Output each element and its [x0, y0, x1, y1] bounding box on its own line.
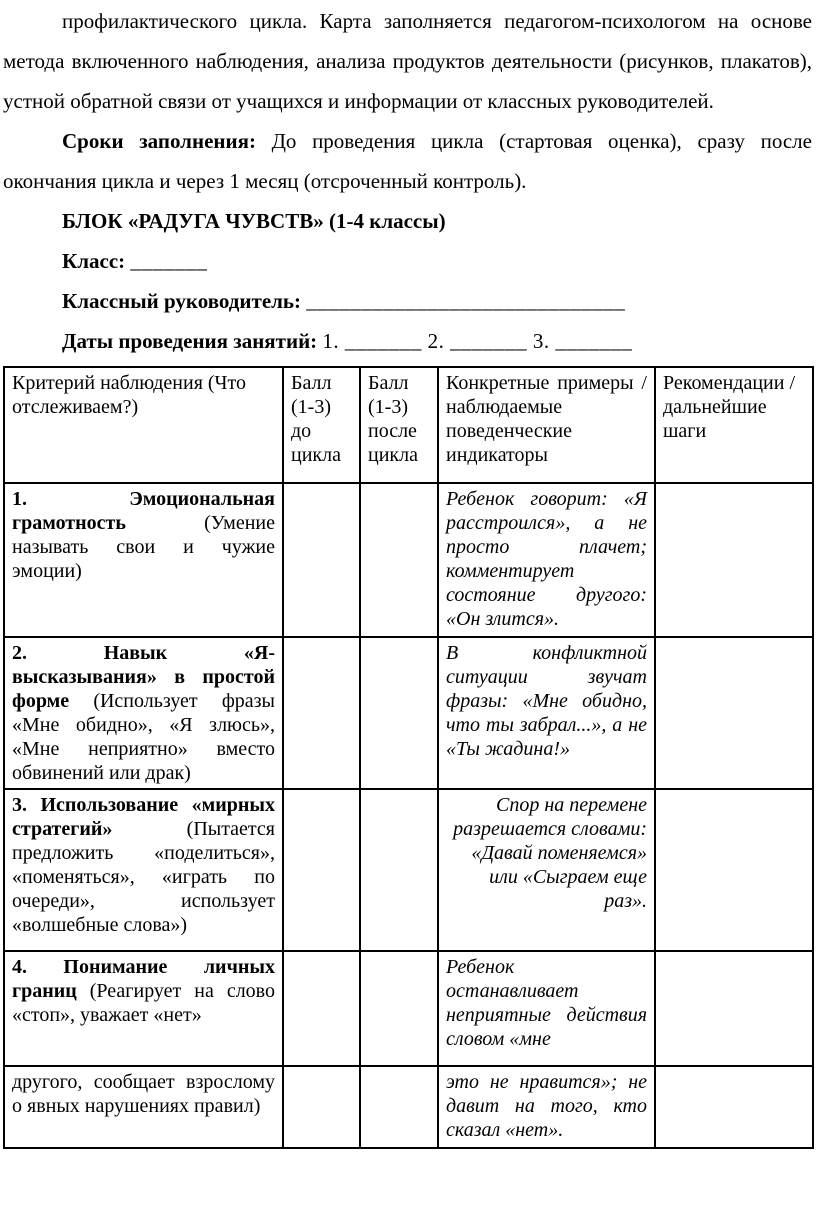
- score-after-cell[interactable]: [360, 483, 438, 637]
- example-cell: В конфликтной ситуации звучат фразы: «Мне обидно, что ты забрал...», а не «Ты жадина!»: [438, 637, 655, 789]
- recommendation-cell[interactable]: [655, 789, 813, 951]
- score-after-cell[interactable]: [360, 1066, 438, 1148]
- table-row: [4, 1066, 813, 1148]
- score-before-cell[interactable]: [283, 637, 360, 789]
- class-label: Класс:: [62, 249, 131, 273]
- criterion-cell: [4, 483, 283, 637]
- criterion-cell: [4, 789, 283, 951]
- teacher-blank[interactable]: _____________________________: [306, 289, 626, 313]
- score-after-cell[interactable]: [360, 789, 438, 951]
- header-score-after: Балл (1-3) после цикла: [360, 367, 438, 483]
- observation-table: [3, 366, 814, 1149]
- dates-blanks[interactable]: 1. _______ 2. _______ 3. _______: [322, 329, 633, 353]
- deadlines-text: До проведения цикла (стартовая оценка), сразу после окончания цикла и через 1 месяц (отсроченный контроль).: [3, 129, 812, 193]
- example-cell: Спор на перемене разрешается словами: «Давай поменяемся» или «Сыграем еще раз».: [438, 789, 655, 951]
- header-score-before: Балл (1-3) до цикла: [283, 367, 360, 483]
- dates-label: Даты проведения занятий:: [62, 329, 323, 353]
- table-header-row: [4, 367, 813, 483]
- example-cell: Ребенок останавливает неприятные действия словом «мне: [438, 951, 655, 1066]
- score-after-cell[interactable]: [360, 951, 438, 1066]
- deadlines-label: Сроки заполнения:: [62, 129, 272, 153]
- recommendation-cell[interactable]: [655, 951, 813, 1066]
- header-examples: Конкретные примеры / наблюдаемые поведенческие индикаторы: [438, 367, 655, 483]
- criterion-cell: [4, 637, 283, 789]
- teacher-label: Классный руководитель:: [62, 289, 307, 313]
- header-recommendations: Рекомендации / дальнейшие шаги: [655, 367, 813, 483]
- header-criterion: Критерий наблюдения (Что отслеживаем?): [4, 367, 283, 483]
- table-row: [4, 789, 813, 951]
- recommendation-cell[interactable]: [655, 483, 813, 637]
- score-before-cell[interactable]: [283, 789, 360, 951]
- table-row: [4, 951, 813, 1066]
- score-before-cell[interactable]: [283, 951, 360, 1066]
- criterion-title: 2. Навык «Я-высказывания» в простой форме: [12, 642, 275, 712]
- criterion-description: (Умение называть свои и чужие эмоции): [12, 512, 275, 582]
- score-before-cell[interactable]: [283, 1066, 360, 1148]
- criterion-description: (Реагирует на слово «стоп», уважает «нет»: [12, 980, 275, 1026]
- dates-line: [3, 321, 812, 361]
- block-title: БЛОК «РАДУГА ЧУВСТВ» (1-4 классы): [62, 209, 446, 233]
- criterion-title: 1. Эмоциональная грамотность: [12, 488, 275, 534]
- table-row: [4, 483, 813, 637]
- criterion-cell: [4, 951, 283, 1066]
- score-after-cell[interactable]: [360, 637, 438, 789]
- class-blank[interactable]: _______: [130, 249, 208, 273]
- criterion-title: 3. Использование «мирных стратегий»: [12, 794, 275, 840]
- example-cell: это не нравится»; не давит на того, кто сказал «нет».: [438, 1066, 655, 1148]
- recommendation-cell[interactable]: [655, 637, 813, 789]
- criterion-description: другого, сообщает взрослому о явных нарушениях правил): [12, 1071, 275, 1117]
- criterion-cell: [4, 1066, 283, 1148]
- example-cell: Ребенок говорит: «Я расстроился», а не просто плачет; комментирует состояние другого: «Он злится».: [438, 483, 655, 637]
- criterion-title: 4. Понимание личных границ: [12, 956, 275, 1002]
- table-row: [4, 637, 813, 789]
- teacher-line: [3, 281, 812, 321]
- criterion-description: (Пытается предложить «поделиться», «поменяться», «играть по очереди», использует «волшебные слова»): [12, 818, 275, 936]
- deadlines-paragraph: [3, 121, 812, 201]
- intro-paragraph: профилактического цикла. Карта заполняется педагогом-психологом на основе метода включенного наблюдения, анализа продуктов деятельности (рисунков, плакатов), устной обратной связи от учащихся и информации от классных руководителей.: [3, 9, 812, 113]
- class-line: [3, 241, 812, 281]
- score-before-cell[interactable]: [283, 483, 360, 637]
- criterion-description: (Использует фразы «Мне обидно», «Я злюсь», «Мне неприятно» вместо обвинений или драк): [12, 690, 275, 784]
- recommendation-cell[interactable]: [655, 1066, 813, 1148]
